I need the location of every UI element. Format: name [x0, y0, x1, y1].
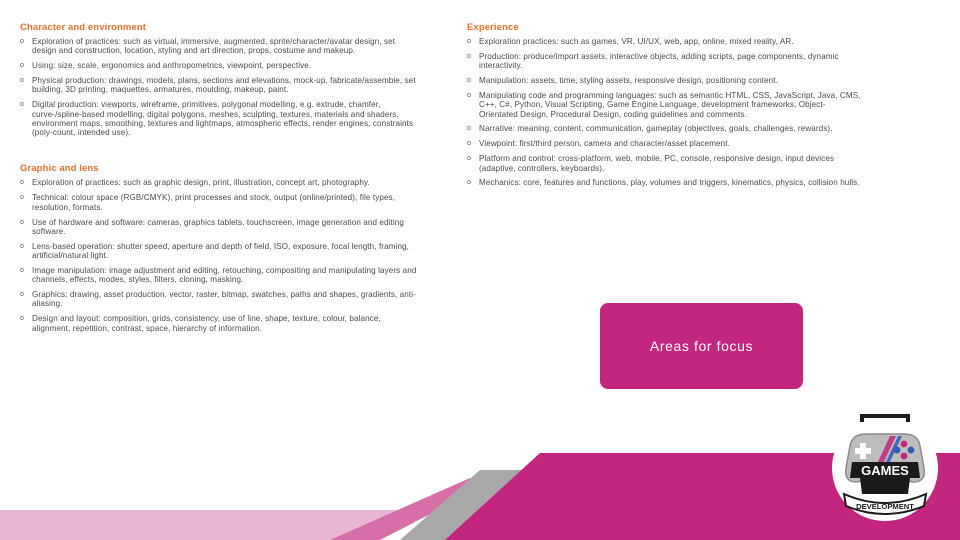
list-item: o Manipulation: assets, time, styling assets, responsive design, positioning content. [467, 76, 778, 86]
list-item: o Mechanics: core, features and functions, play, volumes and triggers, kinematics, physics, collision hulls. [467, 178, 860, 188]
list-item: o Exploration of practices: such as graphic design, print, illustration, concept art, photography. [20, 178, 370, 188]
bullet-icon: o [20, 38, 24, 45]
bullet-icon: o [20, 101, 24, 109]
bullet-icon: o [20, 242, 24, 250]
bullet-icon: o [467, 52, 471, 60]
list-item: o Use of hardware and software: cameras, graphics tablets, touchscreen, image generation and editing software. [20, 217, 404, 236]
list-item: o Technical: colour space (RGB/CMYK), print processes and stock, output (online/printed), file types, resolution, formats. [20, 193, 396, 212]
bullet-icon: o [20, 179, 24, 187]
list-item: o Lens-based operation: shutter speed, aperture and depth of field, ISO, exposure, focal length, framing, artificial/natural light. [20, 241, 409, 261]
logo-bottom-text: DEVELOPMENT [856, 502, 914, 511]
list-item: o Narrative: meaning, content, communication, gameplay (objectives, goals, challenges, rewards). [467, 124, 833, 134]
list-item: o Platform and control: cross-platform, web, mobile, PC, console, responsive design, input devices (adaptive, controllers, keyboards). [467, 154, 835, 173]
bullet-icon: o [467, 179, 471, 187]
list-item: o Production: produce/import assets, interactive objects, adding scripts, page components, dynamic interactivity. [467, 51, 839, 71]
games-development-logo [830, 412, 940, 524]
list-item: o Exploration practices: such as games, VR, UI/UX, web, app, online, mixed reality, AR. [467, 37, 794, 46]
list-item: o Image manipulation: image adjustment and editing, retouching, compositing and manipulating layers and channels, effects, modes, styles, filters, cloning, masking. [20, 265, 417, 285]
list-item: o Design and layout: composition, grids, consistency, use of line, shape, texture, colour, balance, alignment, repetition, contrast, space, hierarchy of information. [20, 314, 381, 333]
list-item: o Manipulating code and programming languages: such as semantic HTML, CSS, JavaScript, Java, CMS, C++, C#, Python, Visual Scripting, Game Engine Language, development frameworks, Object-Orientated Design, Procedural Design, coding guidelines and comments. [467, 90, 861, 119]
bullet-icon: o [467, 140, 471, 148]
right-column [467, 22, 862, 193]
list-item: o Using: size, scale, ergonomics and anthropometrics, viewpoint, perspective. [20, 61, 312, 71]
bullet-icon: o [467, 125, 471, 133]
section-heading-graphic-lens: Graphic and lens [20, 163, 99, 175]
areas-for-focus-box [600, 303, 803, 389]
section-heading-experience: Experience [467, 22, 519, 33]
character-environment-list [20, 37, 420, 137]
graphic-lens-list [20, 178, 420, 332]
list-item: o Digital production: viewports, wireframe, primitives, polygonal modelling, e.g. extrude, chamfer, curve-/spline-based modelling, digital polygons, meshes, sculpting, textures, materials and shaders, environment maps, smoothing, textures and lightmaps, atmospheric effects, render engines, constraints (poly-count, intended use). [20, 100, 414, 138]
bullet-icon: o [467, 77, 471, 85]
bullet-icon: o [467, 91, 471, 99]
list-item: o Viewpoint: first/third person, camera and character/asset placement. [467, 139, 730, 149]
left-column [20, 22, 420, 338]
bullet-icon: o [20, 218, 24, 226]
list-item: o Exploration of practices: such as virtual, immersive, augmented, sprite/character/avatar design, set design and construction, location, styling and art direction, props, costume and makeup. [20, 37, 396, 56]
list-item: o Graphics: drawing, asset production, vector, raster, bitmap, swatches, paths and shapes, gradients, anti-aliasing. [20, 290, 416, 309]
bullet-icon: o [20, 194, 24, 202]
bullet-icon: o [467, 38, 471, 45]
logo-top-text: GAMES [861, 463, 909, 478]
section-heading-character-environment: Character and environment [20, 22, 147, 33]
bullet-icon: o [20, 62, 24, 70]
bullet-icon: o [20, 315, 24, 323]
experience-list [467, 37, 862, 188]
bullet-icon: o [467, 155, 471, 163]
list-item: o Physical production: drawings, models, plans, sections and elevations, mock-up, fabricate/assemble, set building, 3D printing, maquettes, armatures, moulding, makeup, paint. [20, 76, 416, 95]
bullet-icon: o [20, 266, 24, 274]
bullet-icon: o [20, 291, 24, 299]
areas-for-focus-label: Areas for focus [649, 338, 754, 354]
bullet-icon: o [20, 77, 24, 85]
